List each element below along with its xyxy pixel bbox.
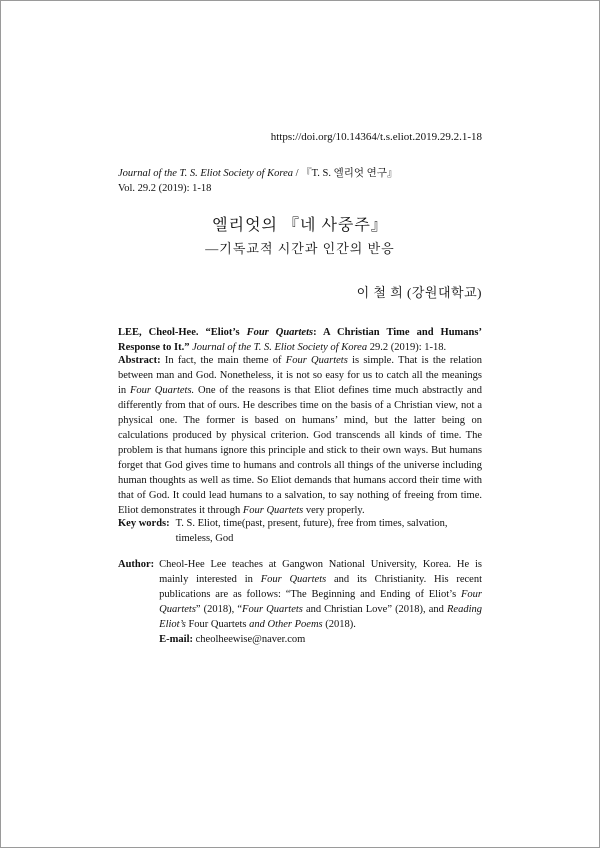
- author-korean: 이 철 희 (강원대학교): [356, 285, 482, 300]
- journal-info: [118, 166, 397, 196]
- author-info-text: Four Quartets: [185, 619, 250, 630]
- author-info-text: Cheol-Hee Lee teaches at Gangwon National University, Korea. He is mainly interested in: [159, 559, 482, 585]
- journal-name-ko: / 『T. S. 엘리엇 연구』: [292, 168, 398, 179]
- email-line: [159, 632, 482, 647]
- author-info-text: and its Christianity. His recent publications are as follows: “The Beginning and Ending of Eliot’s: [159, 574, 483, 600]
- keywords: [118, 516, 482, 546]
- author-info-label: Author:: [118, 559, 155, 570]
- journal-volume: Vol. 29.2 (2019): 1-18: [118, 183, 212, 194]
- author-info-text: (2018).: [322, 619, 356, 630]
- article-subtitle: —기독교적 시간과 인간의 반응: [205, 241, 395, 256]
- citation-title-italic: Four Quartets: [246, 327, 314, 338]
- author-info-italic: Four Quartets: [260, 574, 327, 585]
- abstract-label: Abstract:: [118, 355, 161, 366]
- abstract: [118, 353, 482, 518]
- email-label: E-mail:: [159, 634, 193, 645]
- abstract-italic: Four Quartets.: [129, 385, 195, 396]
- abstract-text: In fact, the main theme of: [160, 355, 286, 366]
- abstract-text: is simple. That is the relation between man and God. Nonetheless, it is not so easy for us to catch all the meanings in: [118, 355, 482, 396]
- citation-title-rest: : A Christian Time and Humans’ Response to It.”: [118, 327, 482, 353]
- abstract-italic: Four Quartets: [242, 505, 304, 516]
- abstract-text: One of the reasons is that Eliot defines time much abstractly and differently from that of ours. He describes time on the basis of a Christian view, not a physical one. The former is based on humans’ mind, but the latter being on calculations produced by physical criterion. God transcends all kinds of time. The problem is that humans ignore this principle and stick to their own ways. But humans forget that God gives time to humans and controls all things of the universe including human thoughts as well as time. So Eliot demands that humans accord their time with that of God. It could lead humans to a salvation, to say nothing of freeing from time. Eliot demonstrates it through: [118, 385, 482, 516]
- citation: [118, 325, 482, 355]
- citation-issue: 29.2 (2019): 1-18.: [367, 342, 447, 353]
- author-info: [118, 557, 482, 647]
- citation-journal: Journal of the T. S. Eliot Society of Korea: [189, 342, 368, 353]
- author-info-text: ” (2018), “: [195, 604, 243, 615]
- abstract-text: very properly.: [303, 505, 365, 516]
- abstract-italic: Four Quartets: [285, 355, 348, 366]
- doi-link[interactable]: https://doi.org/10.14364/t.s.eliot.2019.29.2.1-18: [270, 131, 482, 143]
- journal-name: [118, 166, 397, 181]
- keywords-text: T. S. Eliot, time(past, present, future), free from times, salvation, timeless, God: [175, 518, 448, 544]
- author-info-italic: Reading Eliot’s: [159, 604, 482, 630]
- journal-name-en: Journal of the T. S. Eliot Society of Korea: [118, 168, 293, 179]
- citation-authors: LEE, Cheol-Hee. “Eliot’s: [118, 327, 247, 338]
- author-info-italic: and Other Poems: [249, 619, 323, 630]
- email-address[interactable]: cheolheewise@naver.com: [193, 634, 306, 645]
- article-title: 엘리엇의 『네 사중주』: [212, 217, 388, 234]
- author-info-text: and Christian Love” (2018), and: [302, 604, 447, 615]
- author-info-italic: Four Quartets: [242, 604, 303, 615]
- keywords-label: Key words:: [118, 518, 170, 529]
- author-info-body: [159, 557, 482, 647]
- author-info-italic: Four Quartets: [159, 589, 482, 615]
